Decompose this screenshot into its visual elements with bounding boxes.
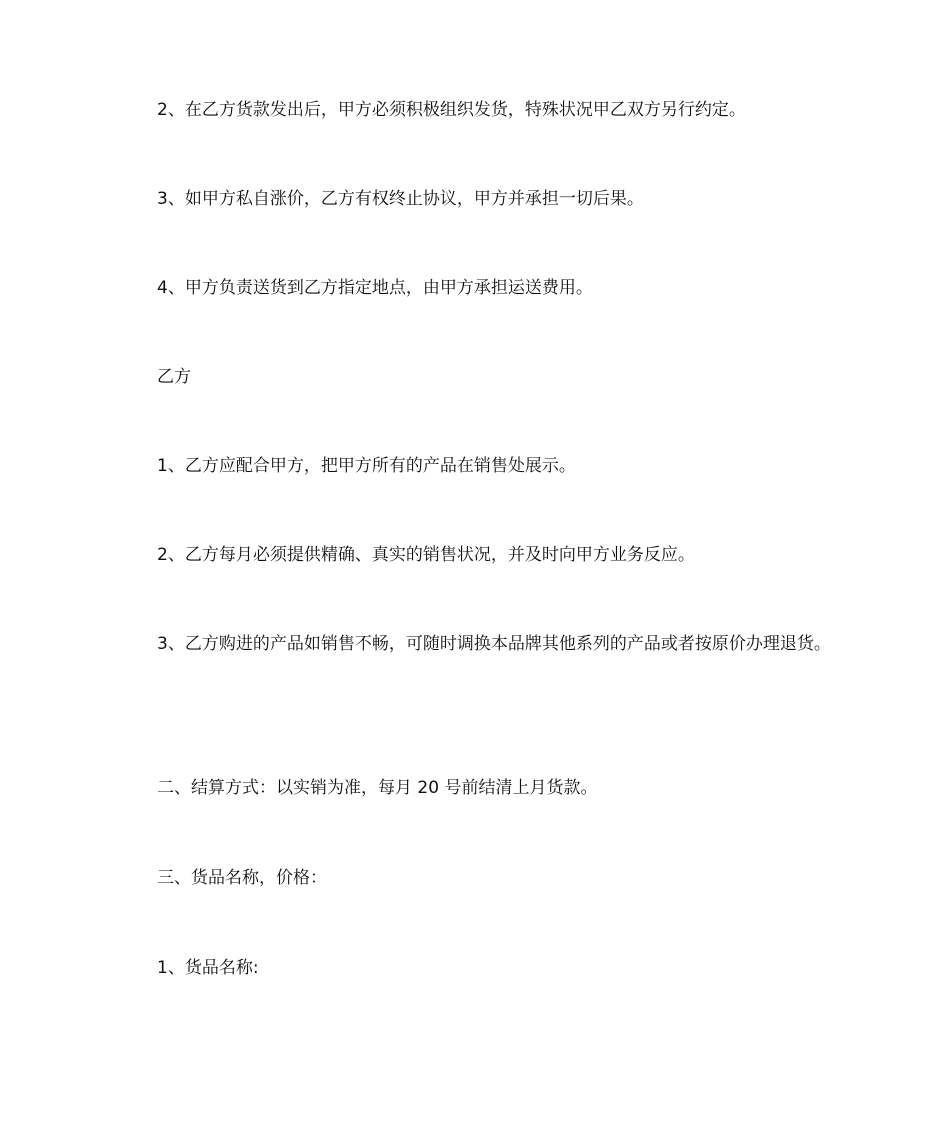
paragraph-6: 2、乙方每月必须提供精确、真实的销售状况，并及时向甲方业务反应。: [157, 545, 695, 565]
paragraph-5: 1、乙方应配合甲方，把甲方所有的产品在销售处展示。: [157, 456, 576, 476]
paragraph-7: 3、乙方购进的产品如销售不畅，可随时调换本品牌其他系列的产品或者按原价办理退货。: [157, 634, 831, 654]
paragraph-3: 4、甲方负责送货到乙方指定地点，由甲方承担运送费用。: [157, 278, 593, 298]
paragraph-1: 2、在乙方货款发出后，甲方必须积极组织发货，特殊状况甲乙双方另行约定。: [157, 100, 746, 120]
goods-name-price-heading: 三、货品名称，价格：: [157, 868, 327, 888]
settlement-method: 二、结算方式：以实销为准，每月 20 号前结清上月货款。: [157, 778, 598, 798]
party-b-heading: 乙方: [157, 367, 191, 387]
goods-name-item: 1、货品名称:: [157, 958, 259, 978]
paragraph-2: 3、如甲方私自涨价，乙方有权终止协议，甲方并承担一切后果。: [157, 189, 644, 209]
